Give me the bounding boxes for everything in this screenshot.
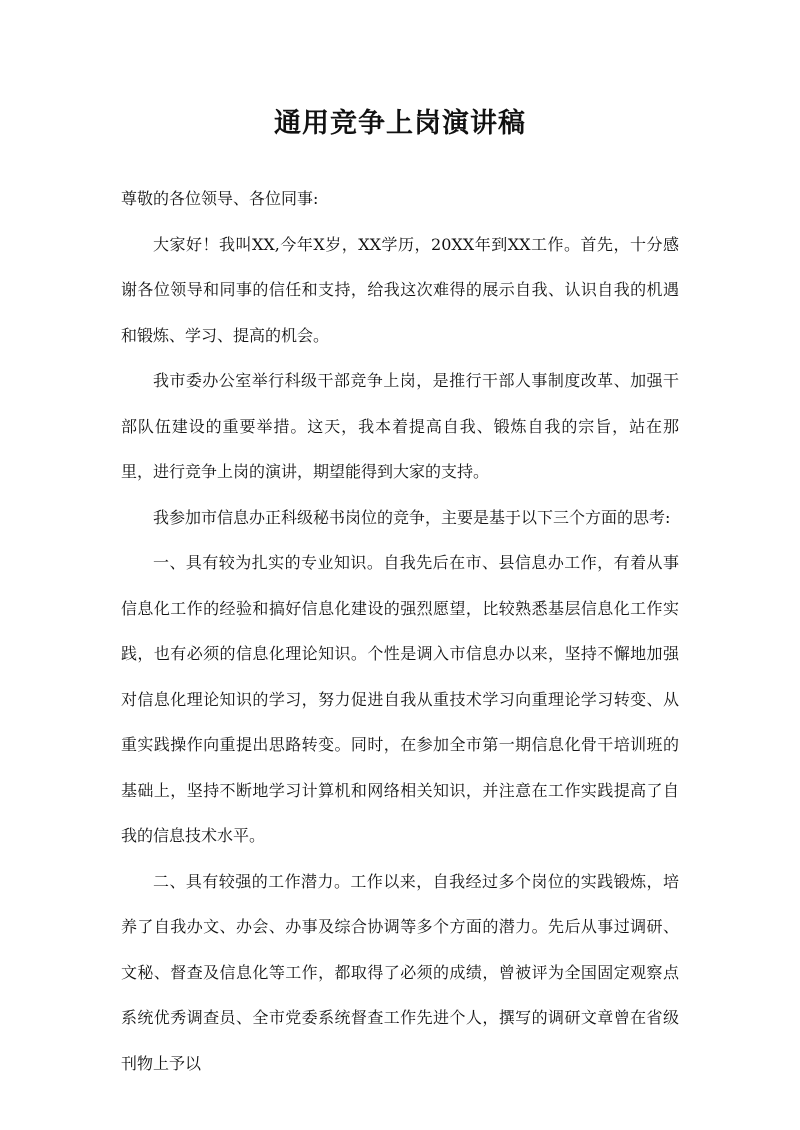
paragraph-greeting: 大家好！我叫XX,今年X岁，XX学历，20XX年到XX工作。首先，十分感谢各位领导和同事的信任和支持，给我这次难得的展示自我、认识自我的机遇和锻炼、学习、提高的机会。 [121, 234, 679, 345]
document-body [121, 176, 679, 1086]
paragraph-point-one: 一、具有较为扎实的专业知识。自我先后在市、县信息办工作，有着从事信息化工作的经验和搞好信息化建设的强烈愿望，比较熟悉基层信息化工作实践，也有必须的信息化理论知识。个性是调入市信息办以来，坚持不懈地加强对信息化理论知识的学习，努力促进自我从重技术学习向重理论学习转变、从重实践操作向重提出思路转变。同时，在参加全市第一期信息化骨干培训班的基础上，坚持不断地学习计算机和网络相关知识，并注意在工作实践提高了自我的信息技术水平。 [121, 553, 679, 845]
paragraph-position: 我参加市信息办正科级秘书岗位的竞争，主要是基于以下三个方面的思考: [153, 507, 671, 527]
paragraph-point-two: 二、具有较强的工作潜力。工作以来，自我经过多个岗位的实践锻炼，培养了自我办文、办会、办事及综合协调等多个方面的潜力。先后从事过调研、文秘、督查及信息化等工作，都取得了必须的成绩，曾被评为全国固定观察点系统优秀调查员、全市党委系统督查工作先进个人，撰写的调研文章曾在省级刊物上予以 [121, 871, 679, 1073]
document-title: 通用竞争上岗演讲稿 [274, 108, 526, 139]
paragraph-context: 我市委办公室举行科级干部竞争上岗，是推行干部人事制度改革、加强干部队伍建设的重要举措。这天，我本着提高自我、锻炼自我的宗旨，站在那里，进行竞争上岗的演讲，期望能得到大家的支持。 [121, 371, 679, 481]
salutation: 尊敬的各位领导、各位同事: [121, 189, 319, 208]
